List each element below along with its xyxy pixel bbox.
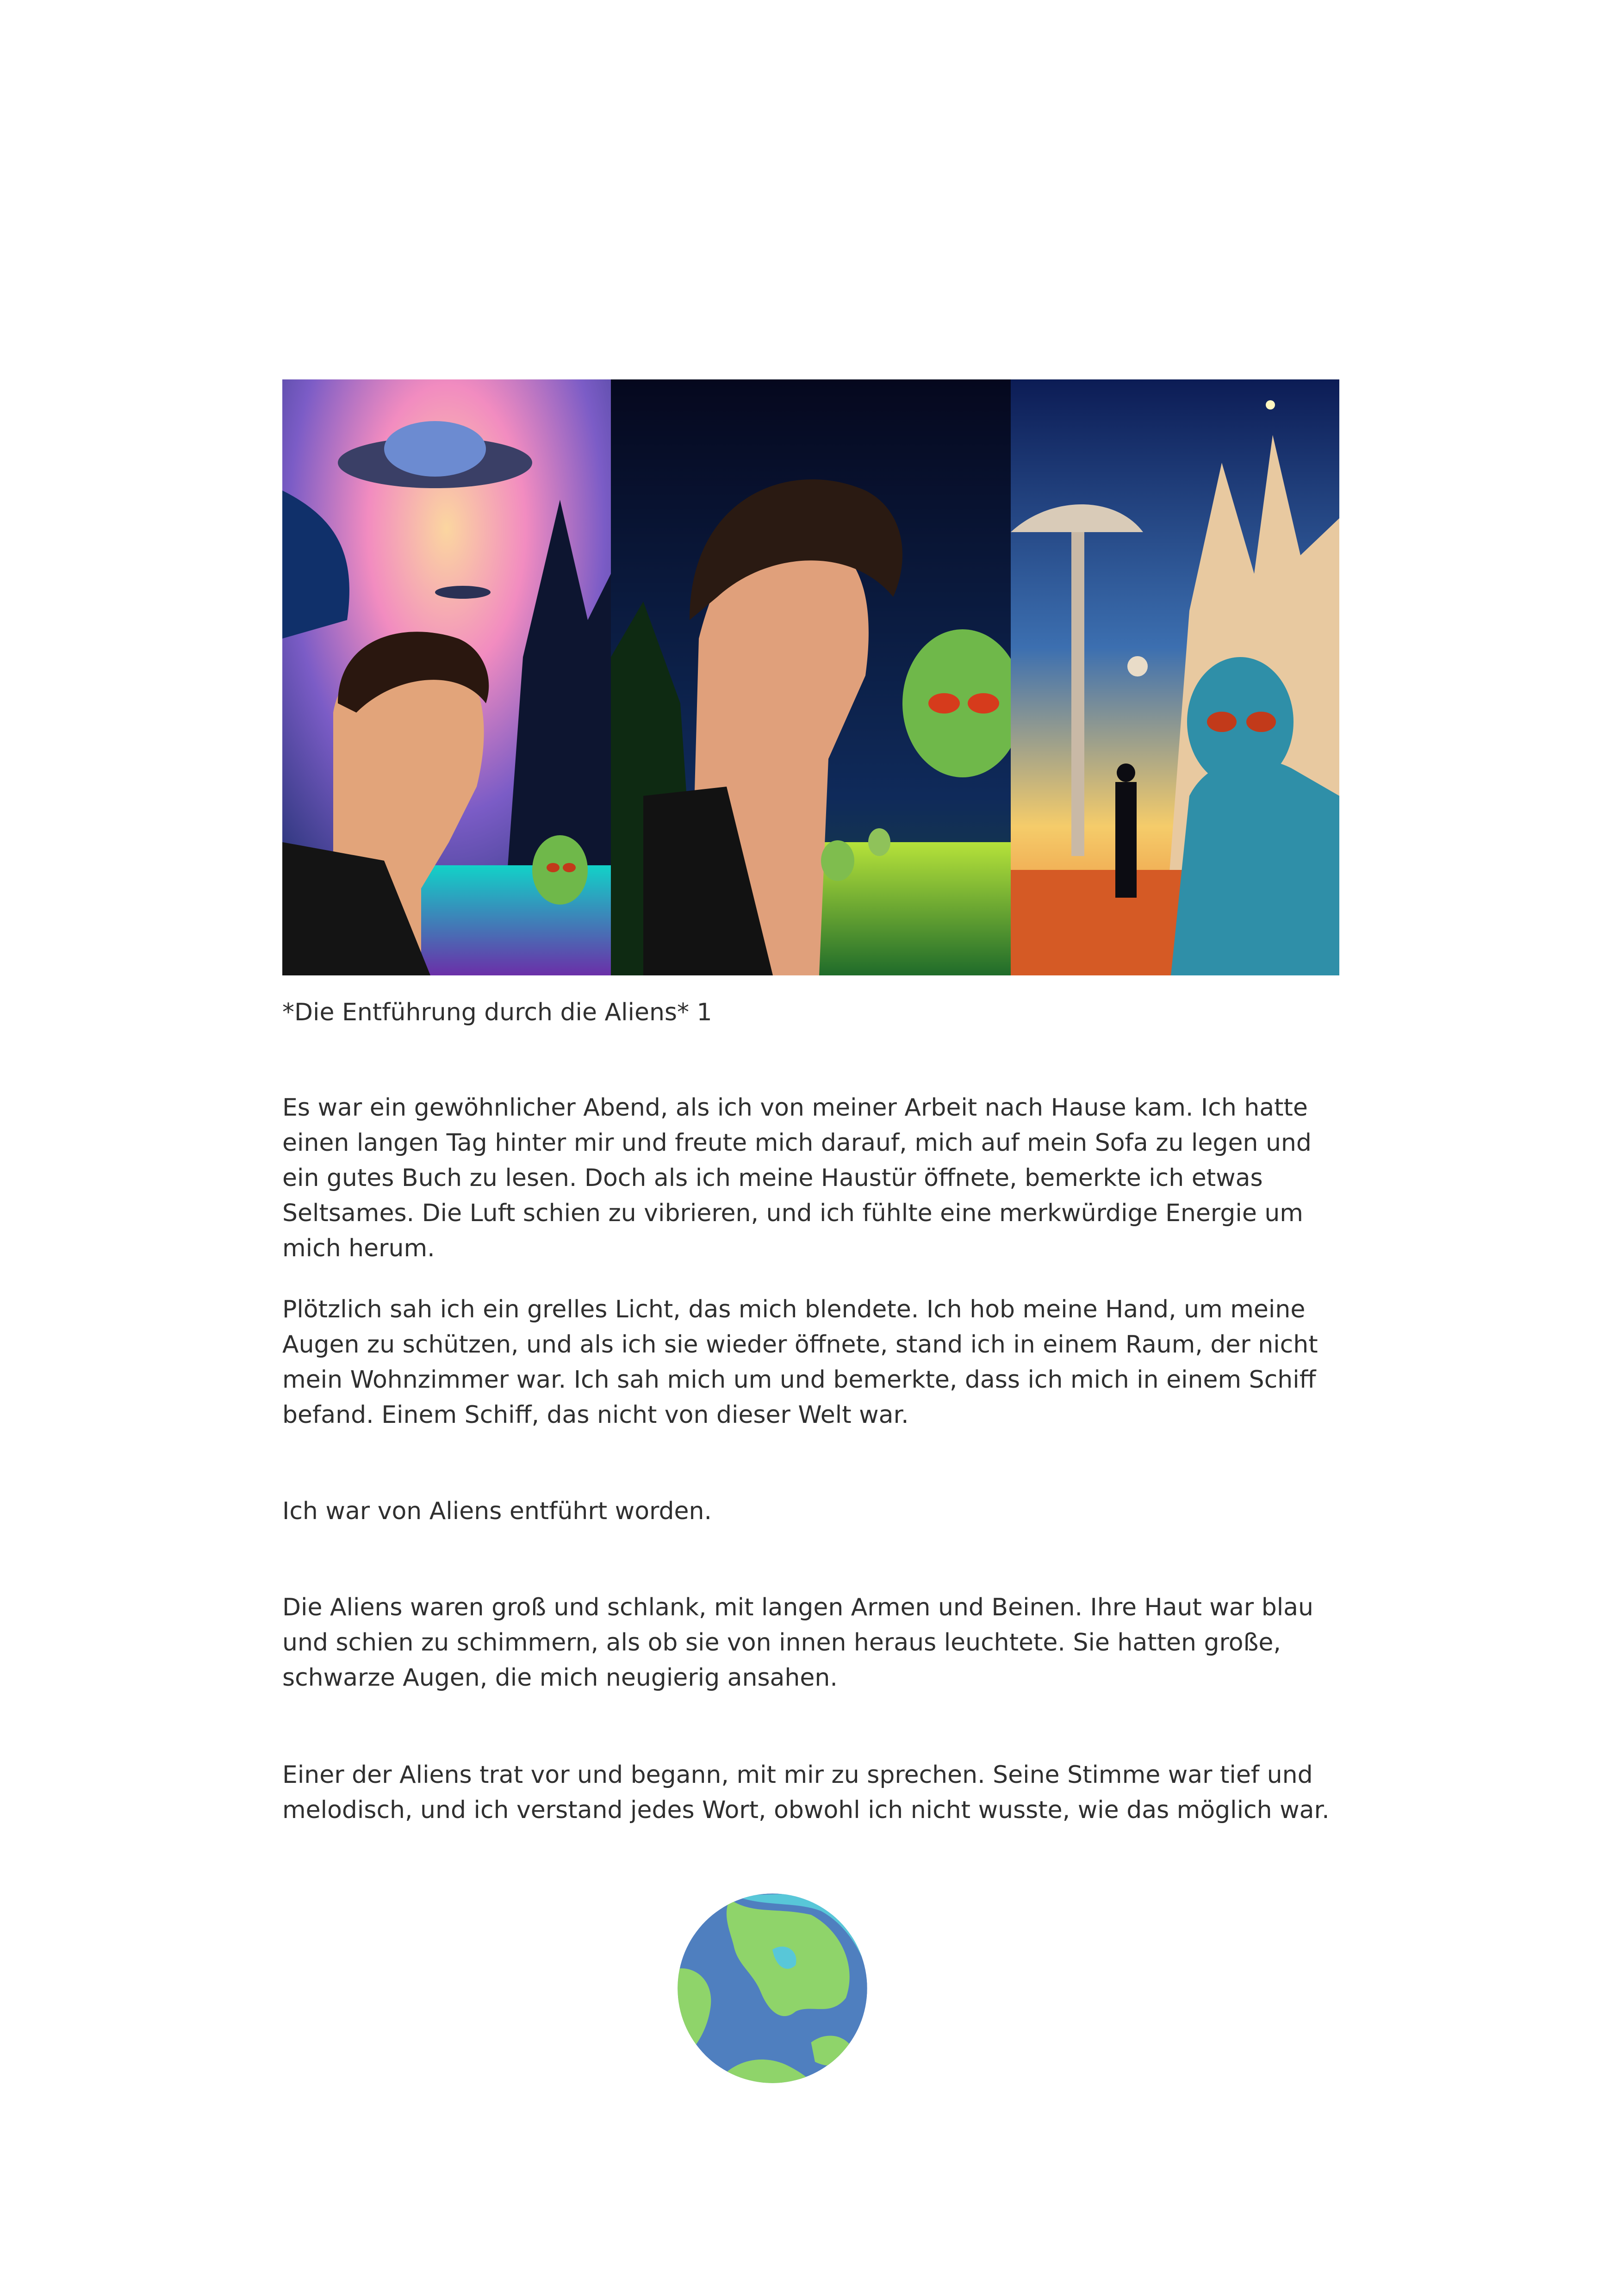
- earth-icon: [676, 1892, 869, 2085]
- story-paragraph: Plötzlich sah ich ein grelles Licht, das mich blendete. Ich hob meine Hand, um meine Augen zu schützen, und als ich sie wieder öffnete, stand ich in einem Raum, der nicht mein Wohnzimmer war. Ich sah mich um und bemerkte, dass ich mich in einem Schiff befand. Einem Schiff, das nicht von dieser Welt war.: [282, 1296, 1318, 1429]
- illustration-panel-ufo: [282, 379, 611, 975]
- story-paragraph: Die Aliens waren groß und schlank, mit langen Armen und Beinen. Ihre Haut war blau und schien zu schimmern, als ob sie von innen heraus leuchtete. Sie hatten große, schwarze Augen, die mich neugierig ansahen.: [282, 1594, 1313, 1692]
- story-illustration: [282, 379, 1339, 975]
- story-paragraph: Es war ein gewöhnlicher Abend, als ich von meiner Arbeit nach Hause kam. Ich hatte einen langen Tag hinter mir und freute mich darauf, mich auf mein Sofa zu legen und ein gutes Buch zu lesen. Doch als ich meine Haustür öffnete, bemerkte ich etwas Seltsames. Die Luft schien zu vibrieren, und ich fühlte eine merkwürdige Energie um mich herum.: [282, 1094, 1312, 1262]
- story-paragraph: Ich war von Aliens entführt worden.: [282, 1497, 712, 1525]
- illustration-panel-city: [1011, 379, 1339, 975]
- illustration-panel-aliens: [611, 379, 1023, 975]
- story-paragraph: Einer der Aliens trat vor und begann, mit mir zu sprechen. Seine Stimme war tief und melodisch, und ich verstand jedes Wort, obwohl ich nicht wusste, wie das möglich war.: [282, 1761, 1330, 1824]
- story-title: *Die Entführung durch die Aliens* 1: [282, 999, 712, 1026]
